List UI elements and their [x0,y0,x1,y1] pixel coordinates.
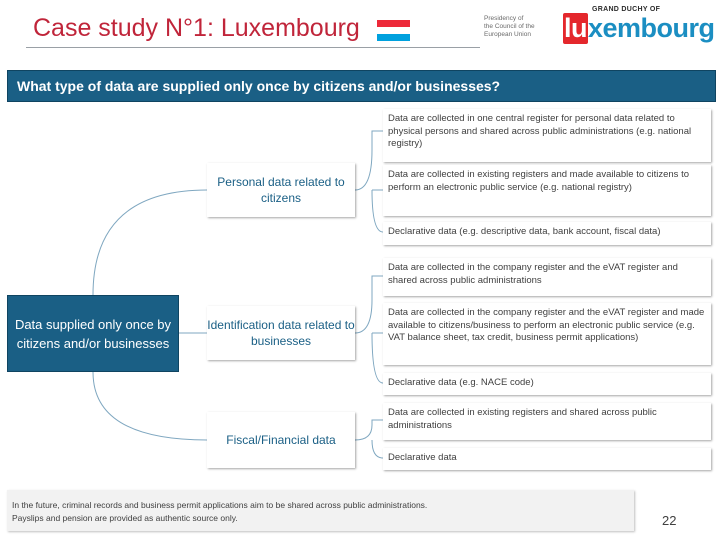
item-box [383,222,711,245]
footnote-line-1: In the future, criminal records and business permit applications aim to be shared across public administrations. [12,500,428,510]
presidency-line-2: the Council of the [484,23,535,30]
item-box [383,373,711,395]
connector-root-fiscal [93,372,207,440]
category-identification-data [207,306,355,360]
item-text: Data are collected in existing registers and made available to citizens to perform an electronic public service (e.g. national registry) [388,169,689,193]
category-label: Personal data related to citizens [217,175,345,205]
item-box [383,303,711,365]
item-box [383,403,711,440]
connector-fiscal-items [355,420,383,458]
item-box [383,448,711,470]
connector-personal-items [355,131,383,232]
category-label: Identification data related to businesses [207,318,355,348]
item-text: Declarative data (e.g. descriptive data, bank account, fiscal data) [388,226,661,237]
item-text: Data are collected in existing registers and shared across public administrations [388,407,657,431]
presidency-line-3: European Union [484,31,531,38]
item-text: Data are collected in the company register and the eVAT register and made available to citizens/business to perform an electronic public service (e.g. VAT balance sheet, tax credit, business permit applications) [388,307,705,343]
logo-suffix: xembourg [588,13,715,43]
question-text: What type of data are supplied only once by citizens and/or businesses? [17,78,501,94]
connector-identification-items [355,276,383,383]
item-box [383,258,711,296]
slide-title: Case study N°1: Luxembourg [33,14,360,42]
grand-duchy-label: GRAND DUCHY OF [592,6,661,13]
item-text: Data are collected in the company register and the eVAT register and shared across public administrations [388,262,678,286]
item-text: Data are collected in one central register for personal data related to physical persons and shared across public administrations (e.g. national registry) [388,113,692,149]
item-text: Declarative data [388,452,457,463]
item-text: Declarative data (e.g. NACE code) [388,377,534,388]
item-box [383,109,711,162]
footnote-box [7,490,634,531]
category-label: Fiscal/Financial data [226,433,336,447]
logo-prefix: lu [564,13,587,43]
item-box [383,165,711,216]
root-node [7,295,179,372]
connector-root-personal [93,190,207,295]
page-number: 22 [662,513,677,528]
footnote-line-2: Payslips and pension are provided as authentic source only. [12,513,238,523]
root-label: Data supplied only once by citizens and/or businesses [14,316,172,351]
category-fiscal-data [207,412,355,468]
category-personal-data [207,163,355,217]
presidency-line-1: Presidency of [484,15,524,22]
